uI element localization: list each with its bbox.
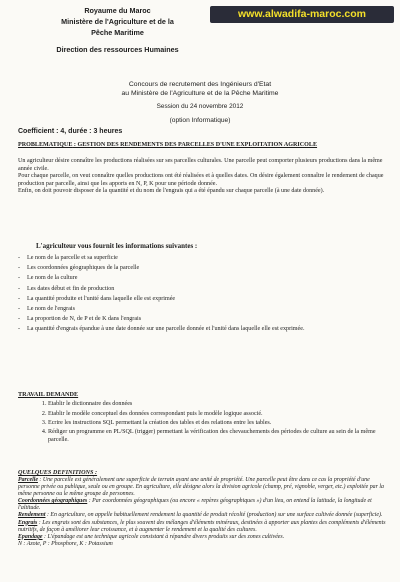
concours-line-1: Concours de recrutement des Ingénieurs d'Etat (128, 81, 272, 88)
problematique-title: : GESTION DES RENDEMENTS DES PARCELLES D'UNE EXPLOITATION AGRICOLE (72, 142, 318, 148)
list-item: - La proportion de N, de P et de K dans l'engrais (18, 314, 386, 324)
info-heading: L'agriculteur vous fournit les informations suivantes : (36, 242, 198, 250)
info-list (18, 253, 386, 334)
option-label: (option Informatique) (169, 116, 231, 124)
definition-term: Epandage (18, 533, 43, 540)
definition-term: Parcelle (18, 477, 38, 483)
definition-term: Rendement (18, 512, 46, 519)
definition-item (18, 520, 386, 534)
concours-line-2: au Ministère de l'Agriculture et de la Pêche Maritime (121, 89, 279, 97)
npk-legend: N : Azote, P : Phosphore, K : Potassium (18, 540, 113, 547)
list-item: - La quantité d'engrais épandue à une date donnée sur une parcelle donnée et l'unité dans laquelle elle est exprimée. (18, 324, 386, 333)
problematique-heading (18, 142, 386, 150)
coefficient-line: Coefficient : 4, durée : 3 heures (18, 128, 123, 135)
definition-term: Engrais (18, 519, 38, 526)
list-item: - La quantité produite et l'unité dans laquelle elle est exprimée (18, 294, 386, 304)
ministry-header (30, 6, 205, 56)
definition-item (18, 498, 386, 512)
definitions-heading: QUELQUES DEFINITIONS : (18, 469, 98, 476)
intro-p3: Enfin, on doit pouvoir disposer de la quantité et du nom de l'engrais qui a été épandu sur chaque parcelle (à une date donnée). (18, 188, 325, 195)
definition-item (18, 512, 386, 519)
definition-item (18, 534, 386, 541)
kingdom-line: Royaume du Maroc (84, 6, 151, 15)
definition-text: : Une parcelle est généralement une superficie de terrain ayant une unité de propriété. Une parcelle peut être dans ce cas la propriété d'une personne privée ou publique, seule ou en groupe. En agriculture, elle désigne alors la division agricole (champ, pré, vignoble, verger, etc.) exploitée par la même personne ou le même groupe de personnes. (18, 477, 384, 498)
definition-text: : L'épandage est une technique agricole consistant à répandre divers produits sur des zones cultivées. (42, 533, 285, 540)
definition-text: : Par coordonnées géographiques (ou encore « repères géographiques ») d'un lieu, on entend la latitude, la longitude et l'altitude. (18, 498, 372, 512)
list-item: - Le nom de l'engrais (18, 304, 386, 314)
task-item: 2. Etablir le modèle conceptuel des données correspondant puis le modèle logique associé. (48, 410, 393, 420)
intro-paragraphs (18, 158, 386, 196)
definition-text: : En agriculture, on appelle habituellement rendement la quantité de produit récolté (production) sur une surface cultivée donnée (superficie). (45, 512, 383, 519)
ministry-line-2: Pêche Maritime (91, 28, 144, 37)
session-date: Session du 24 novembre 2012 (156, 103, 244, 111)
list-item: - Le nom de la culture (18, 273, 386, 283)
list-item: - Les dates début et fin de production (18, 284, 386, 294)
task-item: 3. Ecrire les instructions SQL permettant la création des tables et des relations entre les tables. (48, 419, 393, 429)
task-list (36, 400, 393, 444)
definitions-block (18, 477, 386, 548)
concours-title (70, 81, 330, 125)
travail-heading: TRAVAIL DEMANDE (18, 391, 79, 398)
intro-p1: Un agriculteur désire connaître les productions réalisées sur ses parcelles culturales. Une parcelle peut comporter plusieurs productions dans la même année civile. (18, 158, 383, 172)
list-item: - Le nom de la parcelle et sa superficie (18, 253, 386, 263)
site-watermark: www.alwadifa-maroc.com (210, 6, 394, 23)
task-item: 1. Etablir le dictionnaire des données (48, 400, 393, 410)
definition-text: : Les engrais sont des substances, le plus souvent des mélanges d'éléments minéraux, destinées à apporter aux plantes des compléments d'éléments nutritifs, de façon à améliorer leur croissance, et à augmenter le rendement et la qualité des cultures. (18, 519, 386, 533)
definition-item (18, 477, 386, 498)
list-item: - Les coordonnées géographiques de la parcelle (18, 263, 386, 273)
ministry-line-1: Ministère de l'Agriculture et de la (61, 17, 174, 26)
task-item: 4. Rédiger un programme en PL/SQL (trigger) permettant la vérification des chevauchements des périodes de culture au sein de la même parcelle. (48, 429, 393, 445)
intro-p2: Pour chaque parcelle, on veut connaître quelles productions ont été réalisées et à quelles dates. On désire également connaître le rendement de chaque production par parcelle, ainsi que les apports en N, P, K pour une période donnée. (18, 173, 384, 187)
problematique-label: PROBLEMATIQUE (18, 142, 73, 148)
direction-line: Direction des ressources Humaines (56, 45, 179, 54)
definition-term: Coordonnées géographiques (18, 498, 88, 505)
